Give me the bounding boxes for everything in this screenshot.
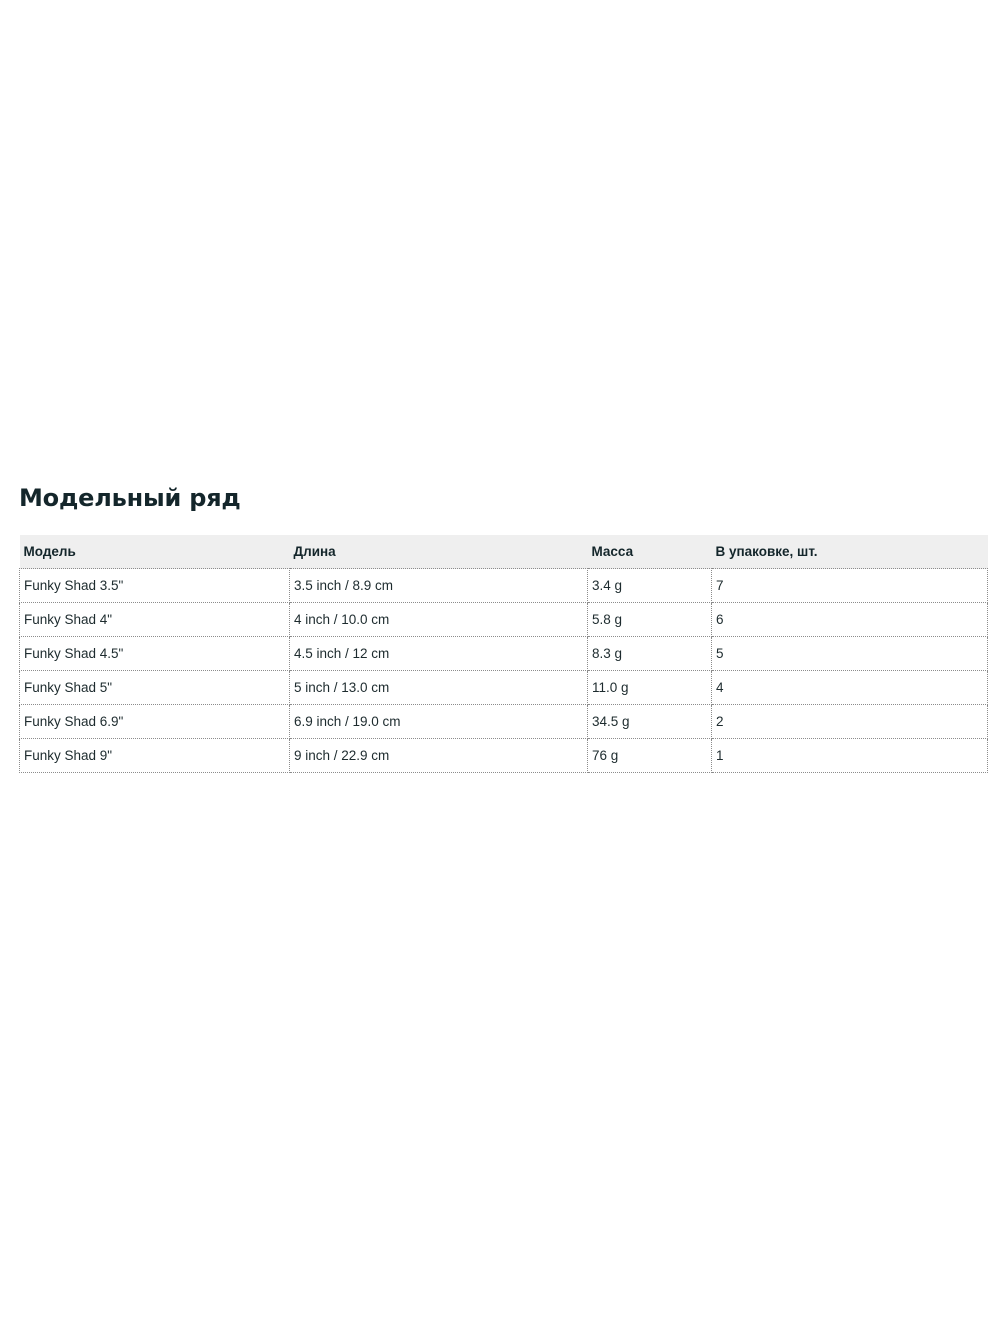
cell-model: Funky Shad 3.5" <box>20 569 290 603</box>
column-header-pack-count: В упаковке, шт. <box>712 535 988 569</box>
cell-length: 3.5 inch / 8.9 cm <box>290 569 588 603</box>
cell-weight: 76 g <box>588 739 712 773</box>
cell-weight: 34.5 g <box>588 705 712 739</box>
table-row <box>20 739 988 773</box>
column-header-length: Длина <box>290 535 588 569</box>
cell-pack-count: 1 <box>712 739 988 773</box>
column-header-model: Модель <box>20 535 290 569</box>
cell-pack-count: 2 <box>712 705 988 739</box>
section-title: Модельный ряд <box>19 484 241 512</box>
model-range-section <box>19 478 987 763</box>
table-header-row <box>20 535 988 569</box>
cell-model: Funky Shad 4" <box>20 603 290 637</box>
cell-weight: 5.8 g <box>588 603 712 637</box>
cell-weight: 3.4 g <box>588 569 712 603</box>
cell-model: Funky Shad 9" <box>20 739 290 773</box>
cell-pack-count: 7 <box>712 569 988 603</box>
table-row <box>20 705 988 739</box>
table-row <box>20 671 988 705</box>
model-table <box>19 535 988 773</box>
cell-model: Funky Shad 6.9" <box>20 705 290 739</box>
cell-model: Funky Shad 5" <box>20 671 290 705</box>
column-header-weight: Масса <box>588 535 712 569</box>
cell-length: 4 inch / 10.0 cm <box>290 603 588 637</box>
cell-pack-count: 5 <box>712 637 988 671</box>
table-row <box>20 637 988 671</box>
cell-weight: 11.0 g <box>588 671 712 705</box>
table-row <box>20 569 988 603</box>
cell-length: 5 inch / 13.0 cm <box>290 671 588 705</box>
table-row <box>20 603 988 637</box>
cell-length: 6.9 inch / 19.0 cm <box>290 705 588 739</box>
cell-model: Funky Shad 4.5" <box>20 637 290 671</box>
cell-pack-count: 4 <box>712 671 988 705</box>
cell-length: 4.5 inch / 12 cm <box>290 637 588 671</box>
cell-length: 9 inch / 22.9 cm <box>290 739 588 773</box>
cell-pack-count: 6 <box>712 603 988 637</box>
cell-weight: 8.3 g <box>588 637 712 671</box>
